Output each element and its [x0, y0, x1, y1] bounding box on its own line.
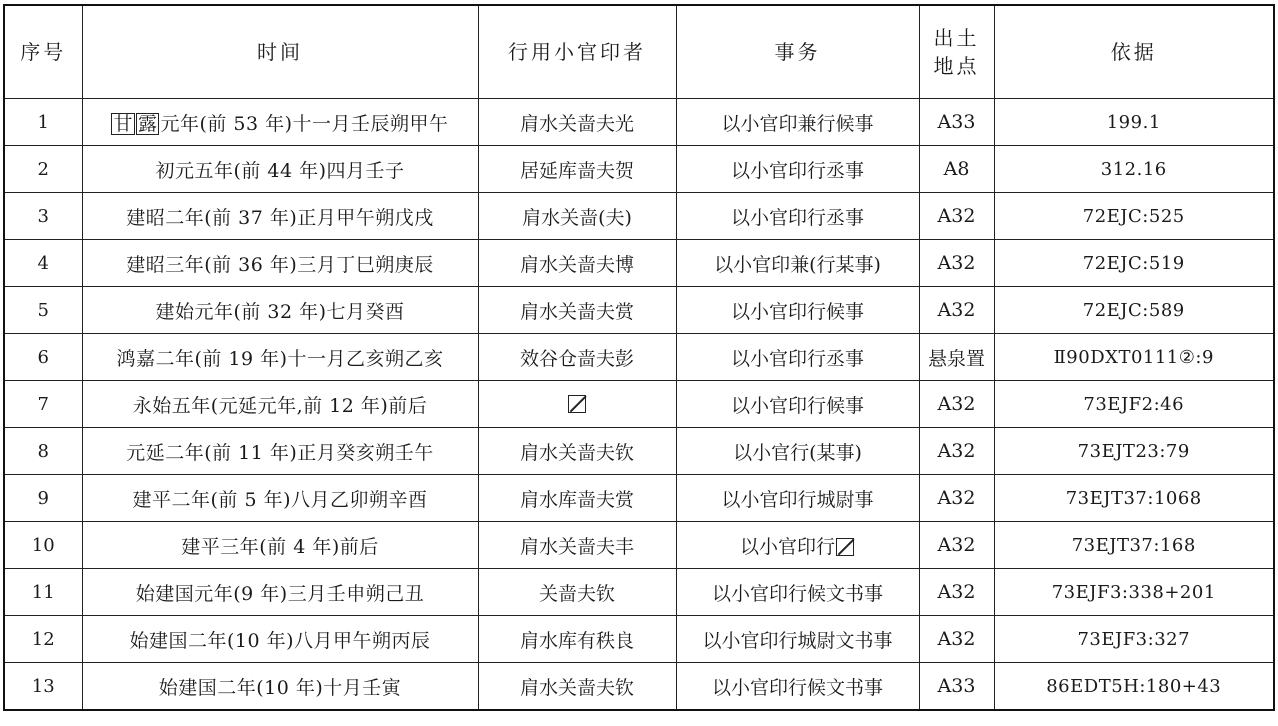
person-text: 肩水关啬(夫) — [522, 206, 632, 229]
person-cell — [478, 334, 676, 381]
matter-text: 以小官印行候文书事 — [711, 676, 883, 699]
source-cell: 86EDT5H:180+43 — [994, 663, 1274, 711]
row-number-cell: 10 — [4, 522, 82, 569]
row-number-cell: 1 — [4, 99, 82, 146]
time-cell — [82, 334, 478, 381]
table-row — [4, 616, 1274, 663]
place-cell: A33 — [919, 663, 994, 711]
person-cell — [478, 522, 676, 569]
time-cell — [82, 522, 478, 569]
row-number-cell: 7 — [4, 381, 82, 428]
matter-text: 以小官印行候事 — [730, 300, 864, 323]
time-cell — [82, 663, 478, 711]
header-place — [919, 5, 994, 99]
source-cell: 73EJT37:168 — [994, 522, 1274, 569]
table-row — [4, 146, 1274, 193]
matter-text: 以小官印行丞事 — [730, 206, 864, 229]
source-cell: 72EJC:525 — [994, 193, 1274, 240]
time-text: 元延二年(前 11 年)正月癸亥朔壬午 — [126, 441, 434, 464]
time-cell — [82, 475, 478, 522]
person-text: 肩水关啬夫光 — [519, 112, 634, 135]
matter-cell — [676, 475, 919, 522]
matter-cell — [676, 569, 919, 616]
matter-cell — [676, 193, 919, 240]
person-cell — [478, 569, 676, 616]
matter-text: 以小官印行城尉事 — [721, 488, 874, 511]
missing-text-box-icon — [568, 395, 586, 413]
matter-cell — [676, 334, 919, 381]
matter-text: 以小官印行丞事 — [730, 159, 864, 182]
matter-text: 以小官印行城尉文书事 — [702, 629, 893, 652]
person-text: 效谷仓啬夫彭 — [519, 347, 634, 370]
time-text: 建始元年(前 32 年)七月癸酉 — [155, 300, 405, 323]
time-cell — [82, 381, 478, 428]
row-number-cell: 13 — [4, 663, 82, 711]
person-text: 肩水关啬夫博 — [519, 253, 634, 276]
person-cell — [478, 240, 676, 287]
place-cell: A33 — [919, 99, 994, 146]
row-number-cell: 8 — [4, 428, 82, 475]
row-number-cell: 12 — [4, 616, 82, 663]
table-row — [4, 475, 1274, 522]
table-row — [4, 381, 1274, 428]
matter-text: 以小官印行候事 — [730, 394, 864, 417]
time-text: 元年(前 53 年)十一月壬辰朔甲午 — [160, 112, 449, 135]
table-row — [4, 99, 1274, 146]
matter-cell — [676, 99, 919, 146]
matter-text: 以小官印兼行候事 — [721, 112, 874, 135]
matter-cell — [676, 381, 919, 428]
time-text: 鸿嘉二年(前 19 年)十一月乙亥朔乙亥 — [116, 347, 444, 370]
source-cell: 73EJF3:327 — [994, 616, 1274, 663]
time-text: 始建国元年(9 年)三月壬申朔己丑 — [135, 582, 425, 605]
person-cell — [478, 616, 676, 663]
row-number-cell: 3 — [4, 193, 82, 240]
missing-text-box-icon — [836, 538, 854, 556]
source-cell: 73EJT37:1068 — [994, 475, 1274, 522]
place-cell: A32 — [919, 569, 994, 616]
person-cell — [478, 663, 676, 711]
time-cell — [82, 99, 478, 146]
table-header-row — [4, 5, 1274, 99]
time-cell — [82, 287, 478, 334]
time-text: 建昭三年(前 36 年)三月丁巳朔庚辰 — [126, 253, 434, 276]
person-text: 肩水库有秩良 — [519, 629, 634, 652]
source-cell: 72EJC:589 — [994, 287, 1274, 334]
row-number-cell: 4 — [4, 240, 82, 287]
framed-glyph: 甘 — [113, 112, 133, 135]
matter-cell — [676, 240, 919, 287]
time-text: 建平三年(前 4 年)前后 — [181, 535, 379, 558]
time-cell — [82, 428, 478, 475]
person-text: 肩水关啬夫钦 — [519, 441, 634, 464]
time-cell — [82, 193, 478, 240]
header-person: 行用小官印者 — [478, 5, 676, 99]
time-cell — [82, 240, 478, 287]
seal-usage-table — [3, 4, 1275, 711]
source-cell: 312.16 — [994, 146, 1274, 193]
place-cell: A8 — [919, 146, 994, 193]
person-cell — [478, 475, 676, 522]
matter-cell — [676, 663, 919, 711]
time-cell — [82, 569, 478, 616]
framed-glyph: 露 — [137, 112, 158, 135]
matter-text: 以小官行(某事) — [733, 441, 862, 464]
table-row — [4, 522, 1274, 569]
header-source: 依据 — [994, 5, 1274, 99]
time-text: 永始五年(元延元年,前 12 年)前后 — [132, 394, 428, 417]
matter-cell — [676, 522, 919, 569]
row-number-cell: 2 — [4, 146, 82, 193]
table-row — [4, 569, 1274, 616]
time-text: 初元五年(前 44 年)四月壬子 — [155, 159, 405, 182]
person-cell — [478, 381, 676, 428]
place-cell: A32 — [919, 193, 994, 240]
table-row — [4, 193, 1274, 240]
row-number-cell: 5 — [4, 287, 82, 334]
header-matter: 事务 — [676, 5, 919, 99]
place-cell: A32 — [919, 381, 994, 428]
table-row — [4, 240, 1274, 287]
matter-text: 以小官印行候文书事 — [711, 582, 883, 605]
time-cell — [82, 616, 478, 663]
person-text: 关啬夫钦 — [538, 582, 615, 605]
matter-cell — [676, 287, 919, 334]
place-cell: A32 — [919, 240, 994, 287]
person-cell — [478, 146, 676, 193]
person-cell — [478, 428, 676, 475]
records-table-container — [3, 4, 1275, 711]
source-cell: 73EJT23:79 — [994, 428, 1274, 475]
table-row — [4, 428, 1274, 475]
matter-text: 以小官印行丞事 — [730, 347, 864, 370]
person-cell — [478, 287, 676, 334]
person-cell — [478, 193, 676, 240]
matter-text: 以小官印行 — [739, 535, 835, 558]
place-cell: A32 — [919, 287, 994, 334]
table-row — [4, 287, 1274, 334]
person-text: 肩水关啬夫丰 — [519, 535, 634, 558]
header-time: 时间 — [82, 5, 478, 99]
matter-text: 以小官印兼(行某事) — [714, 253, 881, 276]
place-cell: 悬泉置 — [919, 334, 994, 381]
person-text: 居延库啬夫贺 — [519, 159, 634, 182]
time-text: 建昭二年(前 37 年)正月甲午朔戊戌 — [126, 206, 434, 229]
row-number-cell: 6 — [4, 334, 82, 381]
source-cell: 199.1 — [994, 99, 1274, 146]
place-cell: A32 — [919, 428, 994, 475]
time-cell — [82, 146, 478, 193]
place-cell: A32 — [919, 475, 994, 522]
matter-cell — [676, 428, 919, 475]
source-cell: 73EJF2:46 — [994, 381, 1274, 428]
place-cell: A32 — [919, 522, 994, 569]
source-cell: Ⅱ90DXT0111②:9 — [994, 334, 1274, 381]
table-row — [4, 334, 1274, 381]
time-text: 始建国二年(10 年)十月壬寅 — [158, 676, 402, 699]
source-cell: 72EJC:519 — [994, 240, 1274, 287]
row-number-cell: 11 — [4, 569, 82, 616]
person-text: 肩水关啬夫赏 — [519, 300, 634, 323]
header-place-line1: 出土 — [933, 26, 980, 50]
time-text: 始建国二年(10 年)八月甲午朔丙辰 — [129, 629, 431, 652]
person-cell — [478, 99, 676, 146]
source-cell: 73EJF3:338+201 — [994, 569, 1274, 616]
table-row — [4, 663, 1274, 711]
header-no: 序号 — [4, 5, 82, 99]
matter-cell — [676, 616, 919, 663]
person-text: 肩水库啬夫赏 — [519, 488, 634, 511]
time-text: 建平二年(前 5 年)八月乙卯朔辛酉 — [132, 488, 428, 511]
person-text: 肩水关啬夫钦 — [519, 676, 634, 699]
row-number-cell: 9 — [4, 475, 82, 522]
matter-cell — [676, 146, 919, 193]
place-cell: A32 — [919, 616, 994, 663]
header-place-line2: 地点 — [933, 54, 980, 78]
